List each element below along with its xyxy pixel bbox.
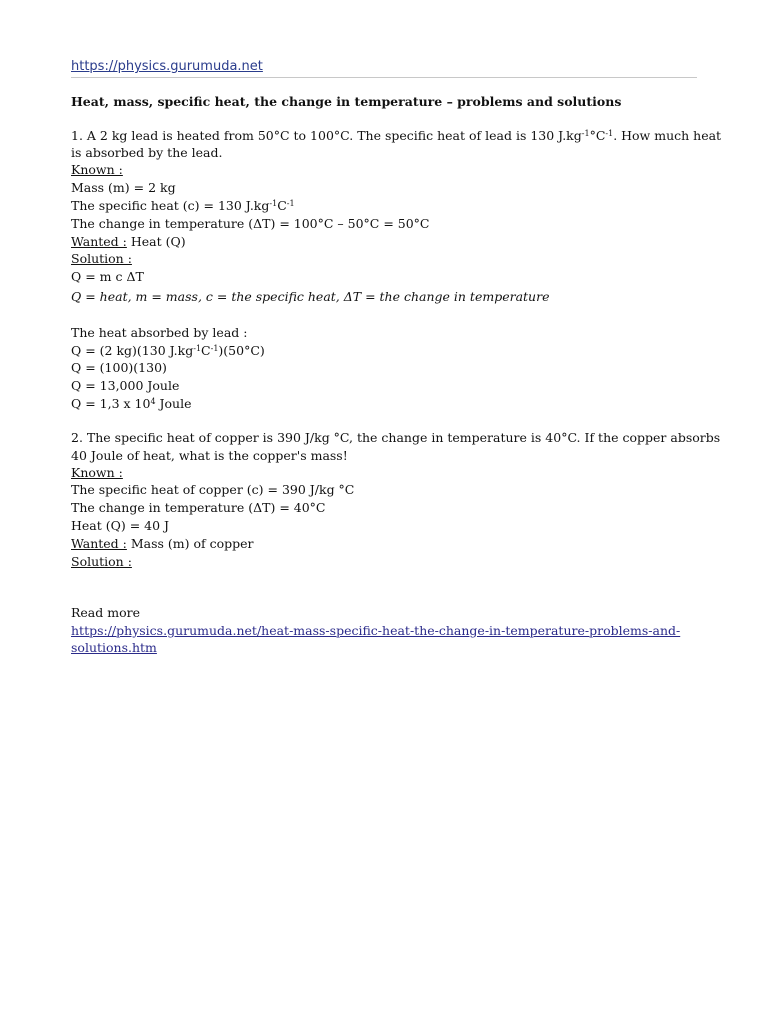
known-heat: Heat (Q) = 40 J xyxy=(71,518,170,533)
header-url-link[interactable]: https://physics.gurumuda.net xyxy=(71,59,263,74)
problem-1-question-cont: is absorbed by the lead. xyxy=(71,145,223,160)
problem-2-question: 2. The specific heat of copper is 390 J/kg °C, the change in temperature is 40°C. If the copper absorbs xyxy=(71,430,721,445)
solution-label: Solution : xyxy=(71,251,132,266)
known-label-2: Known : xyxy=(71,465,123,480)
known-specific-heat: The specific heat (c) = 130 $J.kg^{-1}C^{-1}$ xyxy=(71,198,295,213)
known-delta-t: The change in temperature (ΔT) = 100°C – 50°C = 50°C xyxy=(71,216,430,231)
formula: Q = m c ΔT xyxy=(71,269,144,284)
read-more-link-cont[interactable]: solutions.htm xyxy=(71,640,157,655)
problem-1-question: 1. A 2 kg lead is heated from 50°C to 100°C. The specific heat of lead is 130 $J.kg^{-1}^\circ C^{-1}$. How much heat xyxy=(71,128,722,143)
solution-label-2: Solution : xyxy=(71,554,132,569)
wanted-line: Wanted : Heat (Q) xyxy=(71,234,186,249)
wanted-line-2: Wanted : Mass (m) of copper xyxy=(71,536,254,551)
known-label: Known : xyxy=(71,162,123,177)
absorbed-heading: The heat absorbed by lead : xyxy=(71,325,248,340)
known-mass: Mass (m) = 2 kg xyxy=(71,180,176,195)
calc-step-1: Q = (2 kg)(130 $J.kg^{-1}C^{-1})(50^\circ C)$ xyxy=(71,343,265,358)
calc-step-4: Q = 1,3 x $10^4$ Joule xyxy=(71,396,192,411)
problem-2-question-cont: 40 Joule of heat, what is the copper's mass! xyxy=(71,448,348,463)
known-delta-t-2: The change in temperature (ΔT) = 40°C xyxy=(71,500,326,515)
known-specific-heat-copper: The specific heat of copper (c) = 390 J/kg °C xyxy=(71,482,355,497)
page-title: Heat, mass, specific heat, the change in temperature – problems and solutions xyxy=(71,94,622,109)
calc-step-3: Q = 13,000 Joule xyxy=(71,378,180,393)
calc-step-2: Q = (100)(130) xyxy=(71,360,167,375)
read-more-label: Read more xyxy=(71,605,140,620)
read-more-link[interactable]: https://physics.gurumuda.net/heat-mass-specific-heat-the-change-in-temperature-problems-and- xyxy=(71,623,681,638)
header-divider xyxy=(71,77,697,78)
formula-description: Q = heat, m = mass, c = the specific heat, ΔT = the change in temperature xyxy=(71,289,550,304)
